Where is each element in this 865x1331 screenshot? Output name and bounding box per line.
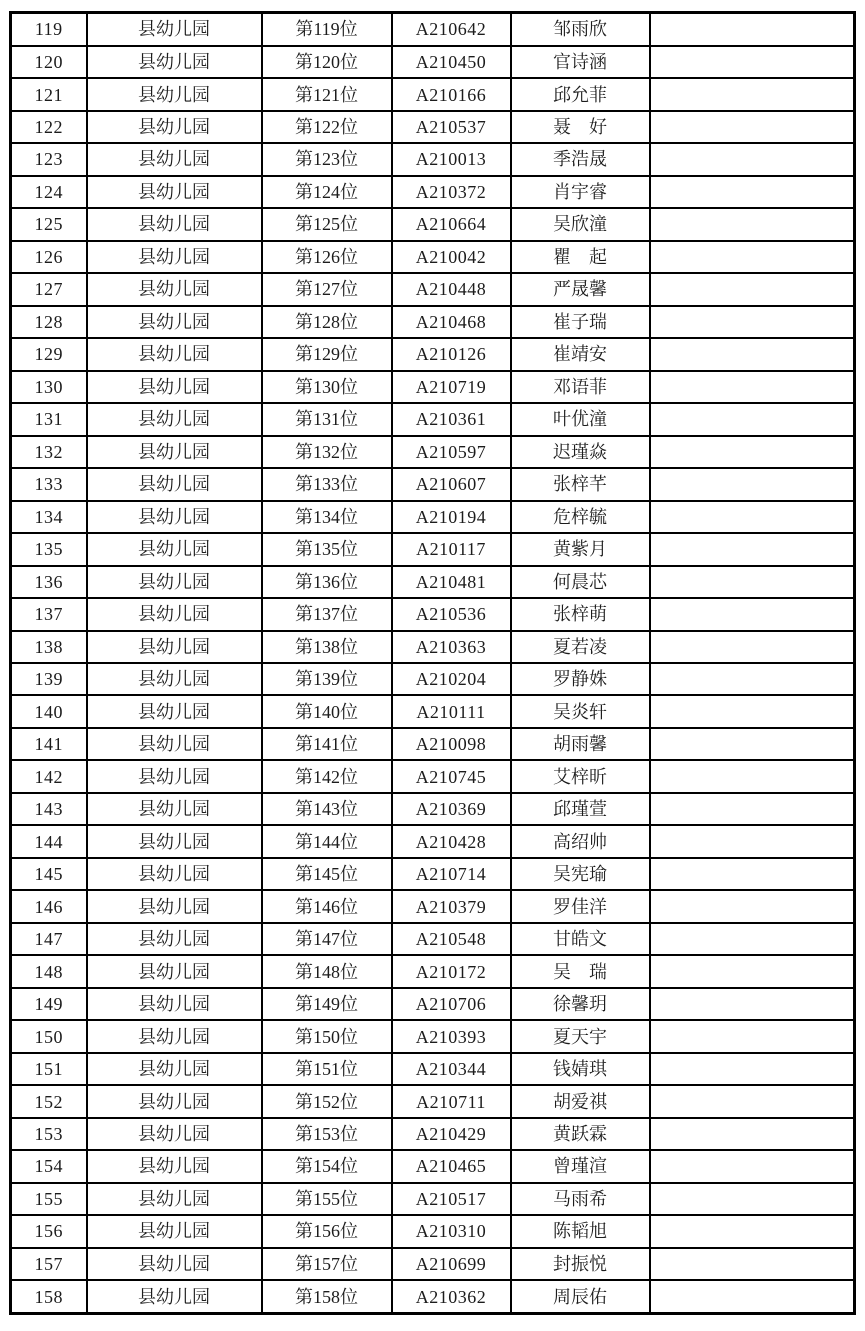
rank-cell: 第141位	[262, 728, 392, 760]
row-number-cell: 158	[11, 1280, 87, 1313]
school-cell: 县幼儿园	[87, 436, 262, 468]
school-cell: 县幼儿园	[87, 468, 262, 500]
school-cell: 县幼儿园	[87, 890, 262, 922]
applicant-id-cell: A210481	[392, 566, 511, 598]
empty-note-cell	[650, 338, 855, 370]
rank-cell: 第138位	[262, 631, 392, 663]
school-cell: 县幼儿园	[87, 533, 262, 565]
table-row	[11, 1150, 855, 1182]
rank-cell: 第122位	[262, 111, 392, 143]
rank-cell: 第153位	[262, 1118, 392, 1150]
applicant-id-cell: A210126	[392, 338, 511, 370]
rank-cell: 第152位	[262, 1085, 392, 1117]
school-cell: 县幼儿园	[87, 663, 262, 695]
empty-note-cell	[650, 1215, 855, 1247]
student-name-cell: 黄跃霖	[511, 1118, 650, 1150]
row-number-cell: 129	[11, 338, 87, 370]
table-row	[11, 533, 855, 565]
student-name-cell: 陈韬旭	[511, 1215, 650, 1247]
applicant-id-cell: A210450	[392, 46, 511, 78]
school-cell: 县幼儿园	[87, 598, 262, 630]
rank-cell: 第119位	[262, 13, 392, 46]
school-cell: 县幼儿园	[87, 695, 262, 727]
rank-cell: 第124位	[262, 176, 392, 208]
rank-cell: 第143位	[262, 793, 392, 825]
empty-note-cell	[650, 78, 855, 110]
school-cell: 县幼儿园	[87, 566, 262, 598]
student-name-cell: 罗静姝	[511, 663, 650, 695]
empty-note-cell	[650, 598, 855, 630]
roster-body	[11, 13, 855, 1314]
student-name-cell: 邹雨欣	[511, 13, 650, 46]
applicant-id-cell: A210172	[392, 955, 511, 987]
row-number-cell: 136	[11, 566, 87, 598]
student-name-cell: 钱婧琪	[511, 1053, 650, 1085]
table-row	[11, 111, 855, 143]
school-cell: 县幼儿园	[87, 825, 262, 857]
row-number-cell: 142	[11, 760, 87, 792]
table-row	[11, 241, 855, 273]
student-name-cell: 胡爱祺	[511, 1085, 650, 1117]
student-name-cell: 危梓毓	[511, 501, 650, 533]
table-row	[11, 208, 855, 240]
applicant-id-cell: A210714	[392, 858, 511, 890]
school-cell: 县幼儿园	[87, 501, 262, 533]
row-number-cell: 146	[11, 890, 87, 922]
table-row	[11, 436, 855, 468]
row-number-cell: 139	[11, 663, 87, 695]
row-number-cell: 123	[11, 143, 87, 175]
empty-note-cell	[650, 663, 855, 695]
empty-note-cell	[650, 1053, 855, 1085]
row-number-cell: 144	[11, 825, 87, 857]
row-number-cell: 147	[11, 923, 87, 955]
rank-cell: 第127位	[262, 273, 392, 305]
empty-note-cell	[650, 1183, 855, 1215]
school-cell: 县幼儿园	[87, 1248, 262, 1280]
empty-note-cell	[650, 1280, 855, 1313]
applicant-id-cell: A210706	[392, 988, 511, 1020]
table-row	[11, 13, 855, 46]
table-row	[11, 468, 855, 500]
applicant-id-cell: A210393	[392, 1020, 511, 1052]
student-name-cell: 马雨希	[511, 1183, 650, 1215]
student-name-cell: 张梓芊	[511, 468, 650, 500]
school-cell: 县幼儿园	[87, 143, 262, 175]
applicant-id-cell: A210013	[392, 143, 511, 175]
table-row	[11, 760, 855, 792]
applicant-id-cell: A210362	[392, 1280, 511, 1313]
school-cell: 县幼儿园	[87, 13, 262, 46]
applicant-id-cell: A210699	[392, 1248, 511, 1280]
table-row	[11, 501, 855, 533]
school-cell: 县幼儿园	[87, 1183, 262, 1215]
applicant-id-cell: A210429	[392, 1118, 511, 1150]
applicant-id-cell: A210379	[392, 890, 511, 922]
applicant-id-cell: A210372	[392, 176, 511, 208]
school-cell: 县幼儿园	[87, 760, 262, 792]
applicant-id-cell: A210111	[392, 695, 511, 727]
student-name-cell: 邱允菲	[511, 78, 650, 110]
table-row	[11, 1280, 855, 1313]
table-row	[11, 858, 855, 890]
row-number-cell: 156	[11, 1215, 87, 1247]
school-cell: 县幼儿园	[87, 46, 262, 78]
row-number-cell: 131	[11, 403, 87, 435]
student-name-cell: 吴 瑞	[511, 955, 650, 987]
school-cell: 县幼儿园	[87, 208, 262, 240]
rank-cell: 第158位	[262, 1280, 392, 1313]
empty-note-cell	[650, 176, 855, 208]
table-row	[11, 1053, 855, 1085]
applicant-id-cell: A210537	[392, 111, 511, 143]
rank-cell: 第144位	[262, 825, 392, 857]
student-name-cell: 罗佳洋	[511, 890, 650, 922]
row-number-cell: 124	[11, 176, 87, 208]
school-cell: 县幼儿园	[87, 371, 262, 403]
applicant-id-cell: A210194	[392, 501, 511, 533]
rank-cell: 第156位	[262, 1215, 392, 1247]
applicant-id-cell: A210428	[392, 825, 511, 857]
applicant-id-cell: A210548	[392, 923, 511, 955]
applicant-id-cell: A210042	[392, 241, 511, 273]
row-number-cell: 152	[11, 1085, 87, 1117]
rank-cell: 第151位	[262, 1053, 392, 1085]
table-row	[11, 273, 855, 305]
student-name-cell: 艾梓昕	[511, 760, 650, 792]
rank-cell: 第126位	[262, 241, 392, 273]
table-row	[11, 663, 855, 695]
table-row	[11, 1020, 855, 1052]
applicant-id-cell: A210369	[392, 793, 511, 825]
student-name-cell: 吴炎轩	[511, 695, 650, 727]
student-name-cell: 何晨芯	[511, 566, 650, 598]
applicant-id-cell: A210664	[392, 208, 511, 240]
table-row	[11, 825, 855, 857]
school-cell: 县幼儿园	[87, 1020, 262, 1052]
empty-note-cell	[650, 371, 855, 403]
rank-cell: 第136位	[262, 566, 392, 598]
applicant-id-cell: A210536	[392, 598, 511, 630]
empty-note-cell	[650, 501, 855, 533]
row-number-cell: 133	[11, 468, 87, 500]
table-row	[11, 1118, 855, 1150]
school-cell: 县幼儿园	[87, 988, 262, 1020]
empty-note-cell	[650, 566, 855, 598]
applicant-id-cell: A210117	[392, 533, 511, 565]
row-number-cell: 154	[11, 1150, 87, 1182]
row-number-cell: 150	[11, 1020, 87, 1052]
table-row	[11, 598, 855, 630]
rank-cell: 第134位	[262, 501, 392, 533]
student-name-cell: 严晟馨	[511, 273, 650, 305]
applicant-id-cell: A210363	[392, 631, 511, 663]
row-number-cell: 130	[11, 371, 87, 403]
row-number-cell: 134	[11, 501, 87, 533]
table-row	[11, 566, 855, 598]
empty-note-cell	[650, 631, 855, 663]
table-row	[11, 1183, 855, 1215]
student-name-cell: 叶优潼	[511, 403, 650, 435]
table-row	[11, 631, 855, 663]
table-row	[11, 371, 855, 403]
empty-note-cell	[650, 1150, 855, 1182]
student-name-cell: 肖宇睿	[511, 176, 650, 208]
empty-note-cell	[650, 273, 855, 305]
school-cell: 县幼儿园	[87, 273, 262, 305]
empty-note-cell	[650, 403, 855, 435]
student-name-cell: 瞿 起	[511, 241, 650, 273]
school-cell: 县幼儿园	[87, 306, 262, 338]
applicant-id-cell: A210344	[392, 1053, 511, 1085]
school-cell: 县幼儿园	[87, 403, 262, 435]
school-cell: 县幼儿园	[87, 631, 262, 663]
row-number-cell: 119	[11, 13, 87, 46]
rank-cell: 第149位	[262, 988, 392, 1020]
empty-note-cell	[650, 793, 855, 825]
rank-cell: 第132位	[262, 436, 392, 468]
row-number-cell: 157	[11, 1248, 87, 1280]
table-row	[11, 1085, 855, 1117]
row-number-cell: 145	[11, 858, 87, 890]
empty-note-cell	[650, 923, 855, 955]
row-number-cell: 128	[11, 306, 87, 338]
school-cell: 县幼儿园	[87, 1085, 262, 1117]
student-name-cell: 周辰佑	[511, 1280, 650, 1313]
school-cell: 县幼儿园	[87, 338, 262, 370]
row-number-cell: 122	[11, 111, 87, 143]
row-number-cell: 125	[11, 208, 87, 240]
student-name-cell: 曾瑾渲	[511, 1150, 650, 1182]
row-number-cell: 126	[11, 241, 87, 273]
school-cell: 县幼儿园	[87, 1118, 262, 1150]
table-row	[11, 306, 855, 338]
rank-cell: 第137位	[262, 598, 392, 630]
table-row	[11, 728, 855, 760]
row-number-cell: 127	[11, 273, 87, 305]
student-name-cell: 夏若凌	[511, 631, 650, 663]
row-number-cell: 138	[11, 631, 87, 663]
student-name-cell: 甘皓文	[511, 923, 650, 955]
empty-note-cell	[650, 728, 855, 760]
student-name-cell: 吴宪瑜	[511, 858, 650, 890]
empty-note-cell	[650, 468, 855, 500]
empty-note-cell	[650, 208, 855, 240]
rank-cell: 第145位	[262, 858, 392, 890]
empty-note-cell	[650, 1118, 855, 1150]
school-cell: 县幼儿园	[87, 176, 262, 208]
student-name-cell: 官诗涵	[511, 46, 650, 78]
student-name-cell: 邓语菲	[511, 371, 650, 403]
rank-cell: 第147位	[262, 923, 392, 955]
table-row	[11, 923, 855, 955]
empty-note-cell	[650, 858, 855, 890]
student-name-cell: 崔子瑞	[511, 306, 650, 338]
empty-note-cell	[650, 1020, 855, 1052]
row-number-cell: 155	[11, 1183, 87, 1215]
applicant-id-cell: A210166	[392, 78, 511, 110]
student-name-cell: 聂 好	[511, 111, 650, 143]
rank-cell: 第120位	[262, 46, 392, 78]
school-cell: 县幼儿园	[87, 728, 262, 760]
school-cell: 县幼儿园	[87, 241, 262, 273]
student-name-cell: 迟瑾焱	[511, 436, 650, 468]
row-number-cell: 143	[11, 793, 87, 825]
table-row	[11, 143, 855, 175]
applicant-id-cell: A210465	[392, 1150, 511, 1182]
row-number-cell: 141	[11, 728, 87, 760]
student-name-cell: 张梓萌	[511, 598, 650, 630]
applicant-id-cell: A210204	[392, 663, 511, 695]
table-row	[11, 955, 855, 987]
rank-cell: 第128位	[262, 306, 392, 338]
rank-cell: 第133位	[262, 468, 392, 500]
empty-note-cell	[650, 533, 855, 565]
school-cell: 县幼儿园	[87, 78, 262, 110]
rank-cell: 第129位	[262, 338, 392, 370]
empty-note-cell	[650, 46, 855, 78]
rank-cell: 第135位	[262, 533, 392, 565]
empty-note-cell	[650, 1085, 855, 1117]
student-name-cell: 崔靖安	[511, 338, 650, 370]
rank-cell: 第139位	[262, 663, 392, 695]
school-cell: 县幼儿园	[87, 1215, 262, 1247]
applicant-id-cell: A210448	[392, 273, 511, 305]
student-name-cell: 邱瑾萱	[511, 793, 650, 825]
table-row	[11, 695, 855, 727]
rank-cell: 第142位	[262, 760, 392, 792]
applicant-id-cell: A210361	[392, 403, 511, 435]
rank-cell: 第125位	[262, 208, 392, 240]
row-number-cell: 121	[11, 78, 87, 110]
student-name-cell: 高绍帅	[511, 825, 650, 857]
row-number-cell: 151	[11, 1053, 87, 1085]
admission-roster-table	[9, 11, 856, 1315]
empty-note-cell	[650, 955, 855, 987]
table-row	[11, 176, 855, 208]
empty-note-cell	[650, 988, 855, 1020]
empty-note-cell	[650, 760, 855, 792]
empty-note-cell	[650, 241, 855, 273]
empty-note-cell	[650, 143, 855, 175]
rank-cell: 第130位	[262, 371, 392, 403]
table-row	[11, 988, 855, 1020]
applicant-id-cell: A210745	[392, 760, 511, 792]
row-number-cell: 153	[11, 1118, 87, 1150]
row-number-cell: 149	[11, 988, 87, 1020]
row-number-cell: 148	[11, 955, 87, 987]
empty-note-cell	[650, 306, 855, 338]
applicant-id-cell: A210642	[392, 13, 511, 46]
empty-note-cell	[650, 436, 855, 468]
student-name-cell: 吴欣潼	[511, 208, 650, 240]
student-name-cell: 徐馨玥	[511, 988, 650, 1020]
table-row	[11, 338, 855, 370]
student-name-cell: 胡雨馨	[511, 728, 650, 760]
rank-cell: 第157位	[262, 1248, 392, 1280]
applicant-id-cell: A210517	[392, 1183, 511, 1215]
empty-note-cell	[650, 111, 855, 143]
row-number-cell: 132	[11, 436, 87, 468]
applicant-id-cell: A210468	[392, 306, 511, 338]
applicant-id-cell: A210719	[392, 371, 511, 403]
rank-cell: 第154位	[262, 1150, 392, 1182]
applicant-id-cell: A210607	[392, 468, 511, 500]
applicant-id-cell: A210711	[392, 1085, 511, 1117]
rank-cell: 第155位	[262, 1183, 392, 1215]
table-row	[11, 1215, 855, 1247]
empty-note-cell	[650, 13, 855, 46]
empty-note-cell	[650, 825, 855, 857]
school-cell: 县幼儿园	[87, 923, 262, 955]
applicant-id-cell: A210597	[392, 436, 511, 468]
school-cell: 县幼儿园	[87, 111, 262, 143]
rank-cell: 第140位	[262, 695, 392, 727]
rank-cell: 第123位	[262, 143, 392, 175]
row-number-cell: 140	[11, 695, 87, 727]
rank-cell: 第150位	[262, 1020, 392, 1052]
row-number-cell: 135	[11, 533, 87, 565]
student-name-cell: 夏天宇	[511, 1020, 650, 1052]
table-row	[11, 403, 855, 435]
table-row	[11, 1248, 855, 1280]
school-cell: 县幼儿园	[87, 858, 262, 890]
school-cell: 县幼儿园	[87, 955, 262, 987]
empty-note-cell	[650, 1248, 855, 1280]
rank-cell: 第121位	[262, 78, 392, 110]
table-row	[11, 793, 855, 825]
applicant-id-cell: A210098	[392, 728, 511, 760]
student-name-cell: 封振悦	[511, 1248, 650, 1280]
table-row	[11, 890, 855, 922]
table-row	[11, 78, 855, 110]
rank-cell: 第146位	[262, 890, 392, 922]
row-number-cell: 120	[11, 46, 87, 78]
table-row	[11, 46, 855, 78]
rank-cell: 第131位	[262, 403, 392, 435]
empty-note-cell	[650, 695, 855, 727]
school-cell: 县幼儿园	[87, 1150, 262, 1182]
applicant-id-cell: A210310	[392, 1215, 511, 1247]
empty-note-cell	[650, 890, 855, 922]
school-cell: 县幼儿园	[87, 1053, 262, 1085]
student-name-cell: 季浩晟	[511, 143, 650, 175]
rank-cell: 第148位	[262, 955, 392, 987]
student-name-cell: 黄紫月	[511, 533, 650, 565]
row-number-cell: 137	[11, 598, 87, 630]
school-cell: 县幼儿园	[87, 1280, 262, 1313]
school-cell: 县幼儿园	[87, 793, 262, 825]
